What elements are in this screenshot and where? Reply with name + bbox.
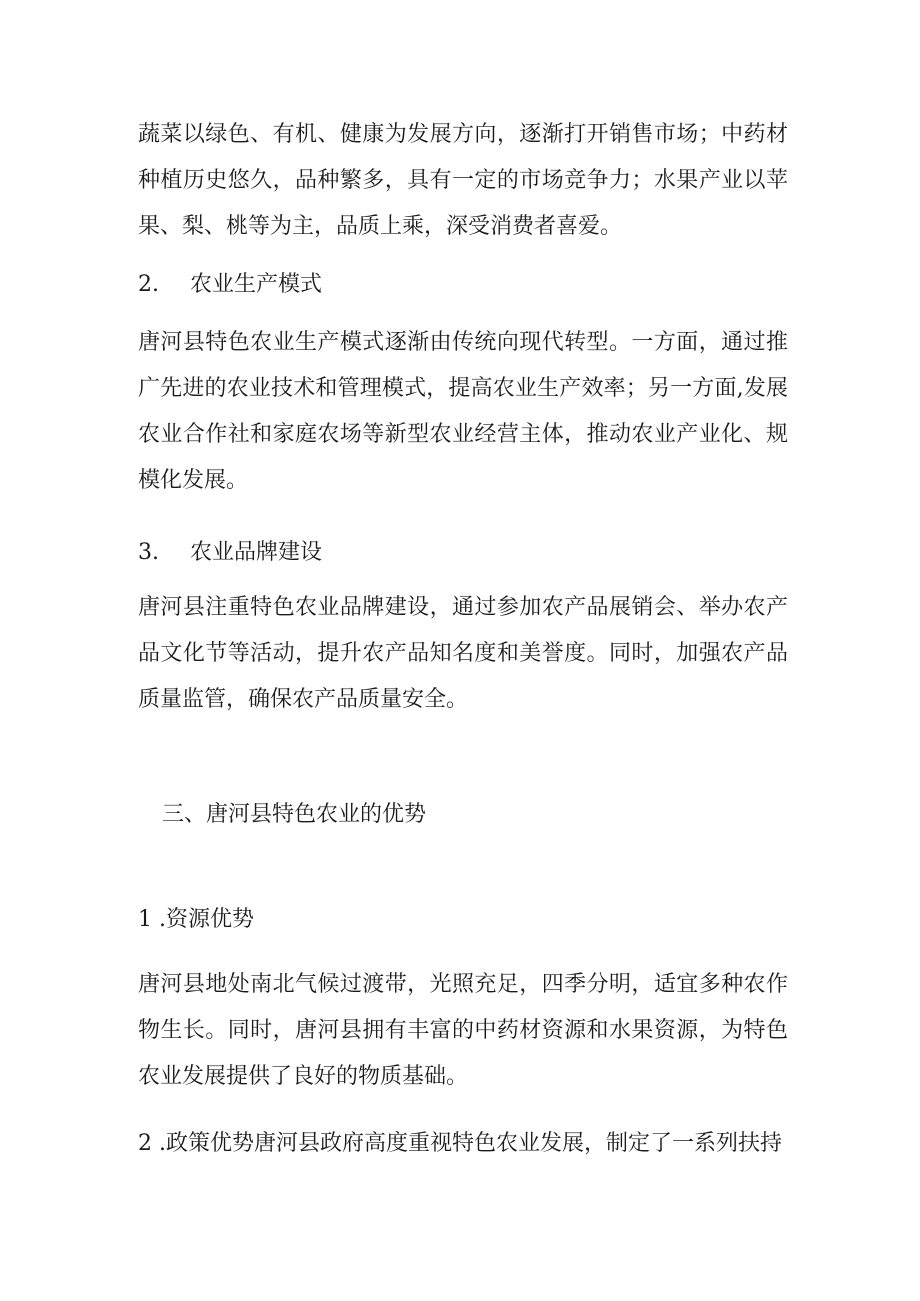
paragraph-resource: 唐河县地处南北气候过渡带，光照充足，四季分明，适宜多种农作物生长。同时，唐河县拥有丰富的中药材资源和水果资源，为特色农业发展提供了良好的物质基础。 [138,972,788,1089]
paragraph-policy: 2 .政策优势唐河县政府高度重视特色农业发展，制定了一系列扶持 [138,1131,782,1156]
subsection-1-title: 1 .资源优势 [138,907,254,932]
heading-2-number: 2. [138,272,159,297]
heading-3-number: 3. [138,540,159,565]
paragraph-production-mode: 唐河县特色农业生产模式逐渐由传统向现代转型。一方面，通过推广先进的农业技术和管理模式，提高农业生产效率；另一方面,发展农业合作社和家庭农场等新型农业经营主体，推动农业产业化、规模化发展。 [138,330,788,493]
paragraph-brand: 唐河县注重特色农业品牌建设，通过参加农产品展销会、举办农产品文化节等活动，提升农产品知名度和美誉度。同时，加强农产品质量监管，确保农产品质量安全。 [138,595,788,712]
heading-3-title: 农业品牌建设 [190,540,323,565]
paragraph-vegetables: 蔬菜以绿色、有机、健康为发展方向，逐渐打开销售市场；中药材种植历史悠久，品种繁多，具有一定的市场竞争力；水果产业以苹果、梨、桃等为主，品质上乘，深受消费者喜爱。 [138,122,788,239]
section-title: 三、唐河县特色农业的优势 [162,802,427,827]
heading-2-title: 农业生产模式 [190,272,323,297]
